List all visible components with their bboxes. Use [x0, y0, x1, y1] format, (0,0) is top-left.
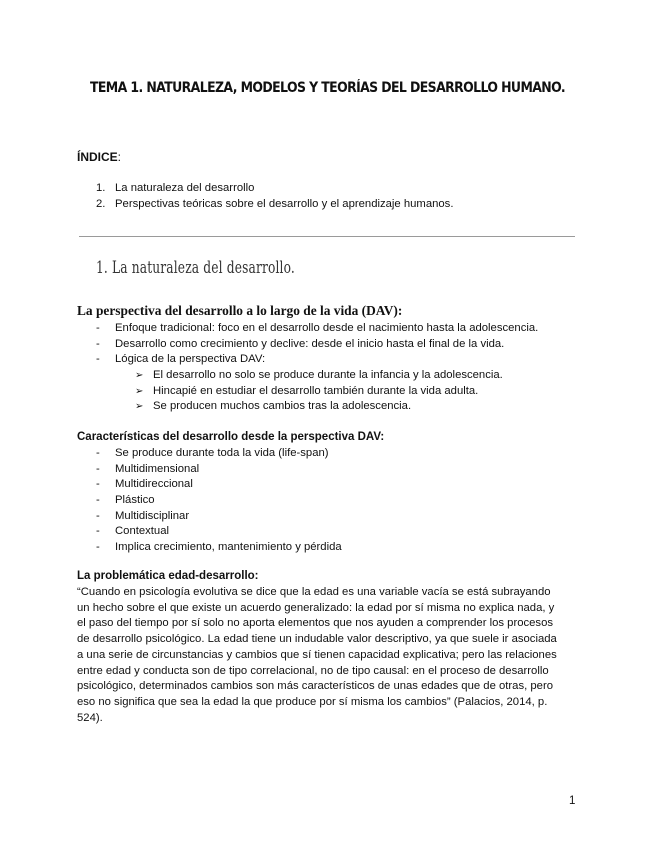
index-heading-colon: : [117, 150, 122, 164]
quote-line: “Cuando en psicología evolutiva se dice que la edad es una variable vacía se está subrayando [77, 586, 551, 598]
problem-heading: La problemática edad-desarrollo: [77, 570, 259, 582]
dash-bullet: - [96, 541, 100, 554]
list-item [96, 524, 342, 540]
dash-bullet: - [96, 337, 100, 350]
dash-bullet: - [96, 447, 100, 459]
dav-list [96, 321, 538, 368]
sublist-item [135, 368, 503, 384]
quote-line: de desarrollo psicológico. La edad tiene un indudable valor descriptivo, ya que suele ir asociada [77, 633, 557, 646]
list-item [96, 493, 342, 509]
quote-line: entre edad y conducta son de tipo correlacional, no de tipo causal: en el proceso de desarrollo [77, 664, 549, 677]
quote-line: el paso del tiempo por sí solo no aporta elementos que nos ayuden a comprender los procesos [77, 617, 554, 630]
list-item-text: Enfoque tradicional: foco en el desarrollo desde el nacimiento hasta la adolescencia. [115, 322, 539, 334]
arrow-bullet-icon: ➢ [135, 401, 144, 413]
arrow-bullet-icon: ➢ [135, 370, 144, 381]
problem-quote [77, 585, 582, 726]
dav-heading: La perspectiva del desarrollo a lo largo de la vida (DAV): [77, 303, 403, 318]
list-item [96, 477, 342, 493]
list-item-text: Multidisciplinar [115, 509, 190, 522]
list-item-text: Multidireccional [115, 478, 193, 491]
list-item-text: Se produce durante toda la vida (life-span) [115, 447, 329, 459]
list-item [96, 352, 538, 368]
sublist-item-text: Hincapié en estudiar el desarrollo también durante la vida adulta. [153, 384, 479, 397]
index-item [96, 196, 453, 212]
sublist-item-text: El desarrollo no solo se produce durante la infancia y la adolescencia. [153, 369, 503, 381]
index-item-text: La naturaleza del desarrollo [115, 182, 255, 194]
index-item-number: 1. [96, 182, 106, 194]
list-item [96, 509, 342, 525]
dash-bullet: - [96, 353, 100, 366]
quote-line: eso no significa que sea la edad la que produce por sí misma los cambios” (Palacios, 2014, p. [77, 695, 548, 708]
list-item-text: Implica crecimiento, mantenimiento y pérdida [115, 541, 342, 554]
dash-bullet: - [96, 478, 100, 491]
horizontal-divider [79, 236, 575, 237]
list-item [96, 321, 538, 337]
characteristics-heading: Características del desarrollo desde la perspectiva DAV: [77, 431, 385, 443]
dash-bullet: - [96, 509, 100, 522]
index-item-number: 2. [96, 198, 106, 210]
list-item [96, 446, 342, 462]
dash-bullet: - [96, 322, 100, 334]
dav-sublist [135, 368, 503, 415]
list-item-text: Multidimensional [115, 462, 200, 475]
dash-bullet: - [96, 494, 100, 507]
list-item-text: Plástico [115, 494, 155, 507]
list-item-text: Contextual [115, 525, 170, 538]
index-item-text: Perspectivas teóricas sobre el desarrollo y el aprendizaje humanos. [115, 198, 454, 210]
list-item-text: Lógica de la perspectiva DAV: [115, 353, 266, 366]
section-heading: 1. La naturaleza del desarrollo. [96, 258, 295, 278]
document-title: TEMA 1. NATURALEZA, MODELOS Y TEORÍAS DEL DESARROLLO HUMANO. [89, 80, 566, 96]
list-item [96, 540, 342, 556]
index-heading [77, 150, 121, 164]
quote-line: a una serie de circunstancias y cambios que sí tienen capacidad explicativa; pero las relaciones [77, 648, 557, 661]
page-number: 1 [569, 795, 576, 807]
sublist-item [135, 384, 503, 400]
index-list [96, 180, 453, 212]
characteristics-list [96, 446, 342, 556]
list-item-text: Desarrollo como crecimiento y declive: desde el inicio hasta el final de la vida. [115, 337, 505, 350]
dash-bullet: - [96, 525, 100, 538]
index-heading-label: ÍNDICE [77, 150, 118, 164]
quote-line: psicológico, determinados cambios son más característicos de unas edades que de otras, pero [77, 680, 553, 693]
list-item [96, 337, 538, 353]
quote-line: un hecho sobre el que existe un acuerdo generalizado: la edad por sí misma no explica nada, y [77, 601, 555, 614]
dash-bullet: - [96, 462, 100, 475]
quote-line: 524). [77, 711, 103, 724]
sublist-item [135, 399, 503, 415]
index-item [96, 180, 453, 196]
sublist-item-text: Se producen muchos cambios tras la adolescencia. [153, 400, 412, 413]
arrow-bullet-icon: ➢ [135, 385, 144, 397]
list-item [96, 462, 342, 478]
